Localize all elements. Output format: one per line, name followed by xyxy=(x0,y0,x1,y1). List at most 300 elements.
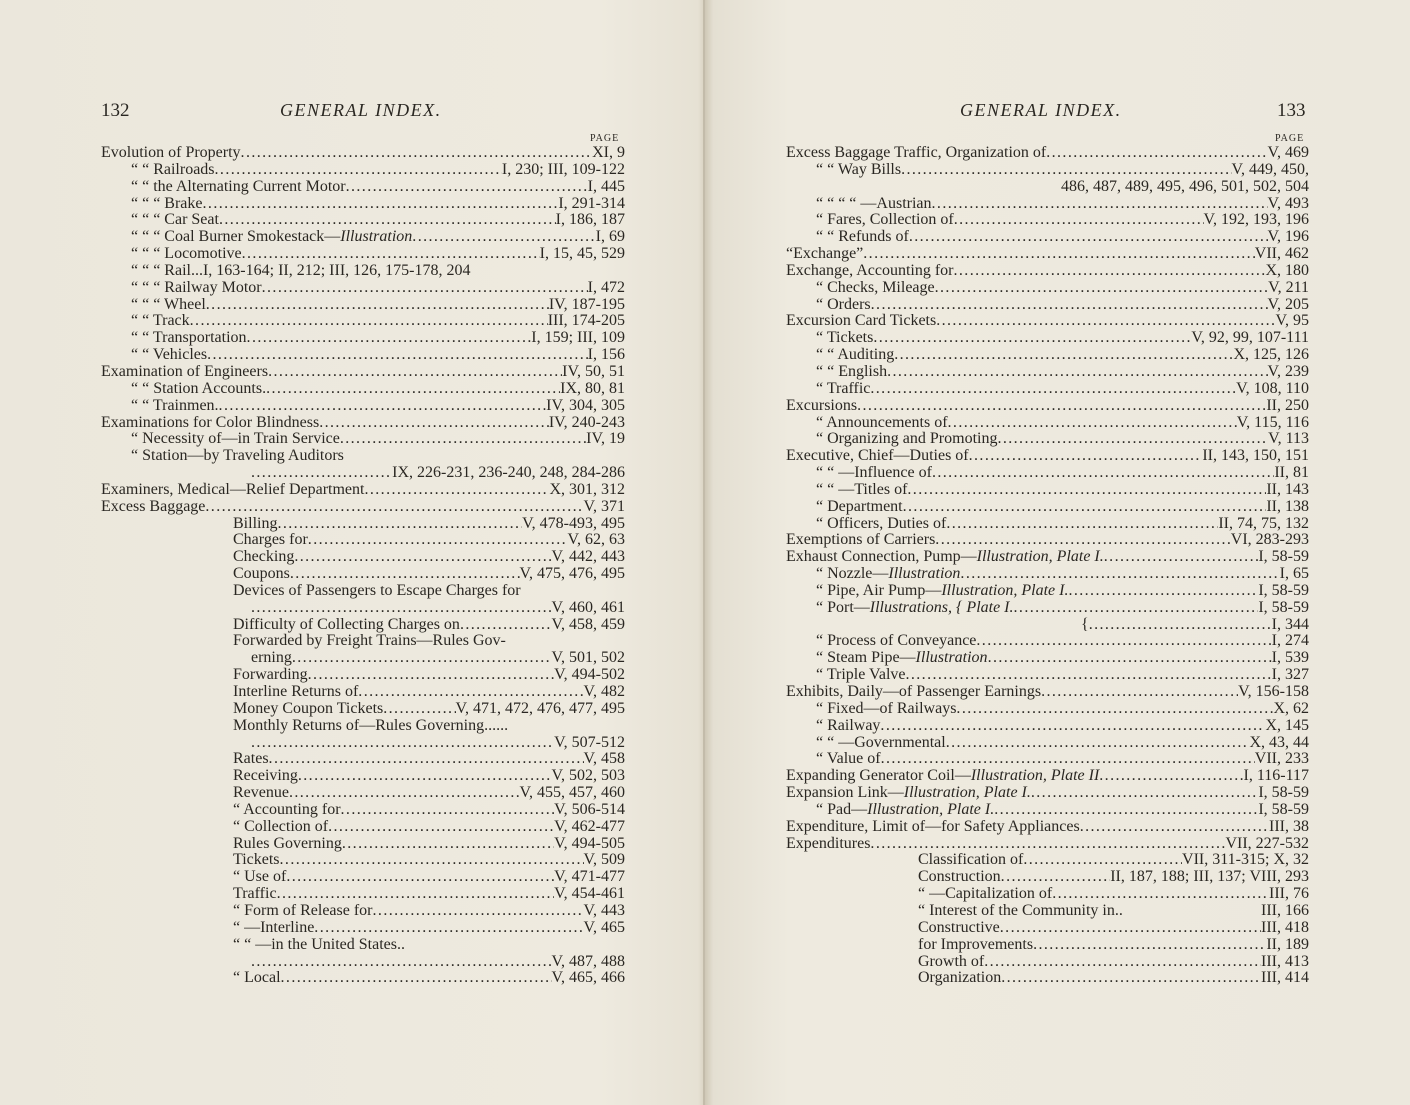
page-reference: I, 58-59 xyxy=(1258,784,1309,802)
page-reference: V, 462-477 xyxy=(554,817,625,835)
page-number: 133 xyxy=(1277,100,1306,121)
entry-term: Excursions xyxy=(786,396,858,414)
index-entry xyxy=(101,735,625,752)
entry-term: “ “ the Alternating Current Motor xyxy=(131,177,346,195)
dot-leader xyxy=(251,465,392,482)
page-reference: V, 493 xyxy=(1267,194,1309,212)
entry-term: Exchange, Accounting for xyxy=(786,261,954,279)
entry-term: “ Orders xyxy=(816,295,871,313)
index-entry xyxy=(786,735,1309,752)
entry-term: Coupons xyxy=(233,565,290,583)
entry-term: Expenditures xyxy=(786,834,871,852)
entry-illustration-note: Illustration xyxy=(888,565,961,583)
entry-term: Examination of Engineers xyxy=(101,362,269,380)
dot-leader xyxy=(242,246,540,263)
index-entry xyxy=(101,162,625,179)
dot-leader xyxy=(346,179,588,196)
index-entry xyxy=(101,684,625,701)
page-reference: I, 58-59 xyxy=(1258,800,1309,818)
page-reference: V, 469 xyxy=(1267,144,1309,161)
index-entry xyxy=(101,869,625,886)
index-entry xyxy=(786,802,1309,819)
page-reference: I, 58-59 xyxy=(1258,598,1309,616)
entry-term: “ Checks, Mileage xyxy=(816,278,935,296)
index-entry xyxy=(786,684,1309,701)
page-reference: X, 43, 44 xyxy=(1249,733,1309,751)
index-entry xyxy=(101,617,625,634)
entry-term: “ “ Vehicles xyxy=(131,346,208,364)
dot-leader xyxy=(268,364,562,381)
dot-leader xyxy=(903,499,1267,516)
page-reference: I, 274 xyxy=(1271,632,1309,650)
dot-leader xyxy=(412,229,595,246)
dot-leader xyxy=(1080,819,1269,836)
index-entry xyxy=(786,482,1309,499)
index-entry xyxy=(101,954,625,971)
page-reference: I, 344 xyxy=(1271,615,1309,633)
entry-term: Forwarding xyxy=(233,666,308,684)
entry-term: “ Station—by Traveling Auditors xyxy=(131,447,344,465)
index-entry xyxy=(786,583,1309,600)
dot-leader xyxy=(241,145,593,162)
index-entry xyxy=(786,650,1309,667)
index-entry xyxy=(786,448,1309,465)
dot-leader xyxy=(857,398,1266,415)
index-entry xyxy=(786,196,1309,213)
dot-leader xyxy=(969,448,1203,465)
index-entry xyxy=(786,465,1309,482)
index-entry xyxy=(786,768,1309,785)
dot-leader xyxy=(873,330,1191,347)
page-reference: V, 192, 193, 196 xyxy=(1203,211,1309,229)
index-entry xyxy=(101,836,625,853)
entry-term: { xyxy=(1081,615,1089,633)
entry-term: Billing xyxy=(233,514,278,532)
index-entry xyxy=(786,398,1309,415)
dot-leader xyxy=(976,633,1271,650)
entry-term: “ Officers, Duties of xyxy=(816,514,947,532)
entry-term: Examinations for Color Blindness xyxy=(101,413,320,431)
index-entry xyxy=(101,549,625,566)
page-reference: V, 113 xyxy=(1268,430,1309,448)
page-reference: III, 174-205 xyxy=(547,312,625,330)
page-reference: V, 449, 450, xyxy=(1231,160,1309,178)
dot-leader xyxy=(1014,600,1259,617)
page-reference: IV, 304, 305 xyxy=(546,396,625,414)
dot-leader xyxy=(262,280,588,297)
entry-illustration-note: Illustration xyxy=(915,649,988,667)
dot-leader xyxy=(1104,549,1259,566)
page-reference: V, 501, 502 xyxy=(551,649,625,667)
page-reference: V, 506-514 xyxy=(554,800,625,818)
entry-term: “ —Capitalization of xyxy=(918,885,1053,903)
entry-term: Charges for xyxy=(233,531,308,549)
entry-term: “ Pipe, Air Pump— xyxy=(816,581,942,599)
dot-leader xyxy=(932,465,1274,482)
entry-term: Expenditure, Limit of—for Safety Appliances xyxy=(786,817,1080,835)
dot-leader xyxy=(207,347,588,364)
page-reference: X, 125, 126 xyxy=(1233,346,1309,364)
page-column-header: PAGE xyxy=(590,133,620,144)
entry-illustration-note: Illustrations, { Plate I. xyxy=(869,598,1014,616)
page-reference: VII, 233 xyxy=(1254,750,1309,768)
index-entry xyxy=(101,701,625,718)
entry-illustration-note: Illustration, Plate I. xyxy=(941,581,1069,599)
page-reference: V, 478-493, 495 xyxy=(522,514,625,532)
page-reference: V, 442, 443 xyxy=(551,548,625,566)
entry-term: “ Fixed—of Railways xyxy=(816,699,957,717)
entry-term: “ “ Trainmen. xyxy=(131,396,219,414)
page-reference: III, 418 xyxy=(1261,918,1309,936)
index-entry xyxy=(786,869,1309,886)
page-reference: V, 482 xyxy=(583,683,625,700)
entry-illustration-note: Illustration, Plate I. xyxy=(976,548,1104,566)
index-entry xyxy=(101,633,625,650)
dot-leader xyxy=(308,667,555,684)
entry-term: “ “ Railroads xyxy=(131,160,215,178)
dot-leader xyxy=(219,398,547,415)
entry-term: “ Port— xyxy=(816,598,870,616)
index-entry xyxy=(786,415,1309,432)
page-reference: I, 156 xyxy=(587,346,625,364)
dot-leader xyxy=(251,735,554,752)
entry-term: “ Traffic xyxy=(816,379,871,397)
page-reference: VI, 283-293 xyxy=(1230,531,1309,549)
entry-term: for Improvements xyxy=(918,935,1034,953)
dot-leader xyxy=(373,903,584,920)
index-entry xyxy=(101,903,625,920)
dot-leader xyxy=(508,718,625,735)
index-entry xyxy=(786,162,1309,179)
dot-leader xyxy=(956,701,1273,718)
dot-leader xyxy=(308,532,568,549)
index-entry xyxy=(101,970,625,987)
entry-term: “ Form of Release for xyxy=(233,901,373,919)
page-reference: V, 494-505 xyxy=(554,834,625,852)
entry-term: “ “ “ Locomotive xyxy=(131,245,242,263)
index-entry xyxy=(101,145,625,162)
page-reference: V, 156-158 xyxy=(1238,683,1309,700)
index-entry xyxy=(101,785,625,802)
dot-leader xyxy=(936,313,1275,330)
dot-leader xyxy=(328,819,554,836)
dot-leader xyxy=(269,751,584,768)
index-entries xyxy=(101,145,625,987)
page-reference: I, 539 xyxy=(1271,649,1309,667)
entry-term: Rates xyxy=(233,750,269,768)
index-entry xyxy=(101,448,625,465)
dot-leader xyxy=(1000,920,1261,937)
dot-leader xyxy=(997,431,1268,448)
dot-leader xyxy=(1068,583,1258,600)
page-reference: X, 145 xyxy=(1265,716,1309,734)
index-entry xyxy=(101,347,625,364)
index-entry xyxy=(101,819,625,836)
page-reference: I, 69 xyxy=(595,228,625,246)
index-entry xyxy=(101,532,625,549)
dot-leader xyxy=(960,566,1279,583)
dot-leader xyxy=(935,532,1230,549)
page-reference: V, 95 xyxy=(1275,312,1309,330)
index-entry xyxy=(786,785,1309,802)
dot-leader xyxy=(1052,886,1269,903)
index-entry xyxy=(101,920,625,937)
page-reference: I, 58-59 xyxy=(1258,581,1309,599)
page-reference: V, 92, 99, 107-111 xyxy=(1191,329,1309,347)
index-entry xyxy=(101,886,625,903)
page-reference: V, 443 xyxy=(583,901,625,919)
index-entry xyxy=(101,280,625,297)
entry-term: Excess Baggage xyxy=(101,497,206,515)
page-reference: V, 465, 466 xyxy=(551,969,625,987)
entry-term: Rules Governing xyxy=(233,834,342,852)
index-entry xyxy=(786,633,1309,650)
index-entry xyxy=(786,246,1309,263)
dot-leader xyxy=(988,650,1272,667)
dot-leader xyxy=(460,617,552,634)
entry-term: “ Interest of the Community in.. xyxy=(918,901,1123,919)
dot-leader xyxy=(871,297,1268,314)
index-entry xyxy=(786,718,1309,735)
dot-leader xyxy=(219,212,556,229)
entry-term: Excess Baggage Traffic, Organization of xyxy=(786,144,1047,161)
index-entry xyxy=(101,196,625,213)
index-entry xyxy=(786,886,1309,903)
entry-term: Traffic xyxy=(233,885,277,903)
entry-term: Money Coupon Tickets xyxy=(233,699,384,717)
page-reference: V, 371 xyxy=(583,497,625,515)
entry-term: “ Steam Pipe— xyxy=(816,649,916,667)
page-column-header: PAGE xyxy=(1275,133,1305,144)
dot-leader xyxy=(909,229,1268,246)
page-reference: V, 487, 488 xyxy=(551,952,625,970)
dot-leader xyxy=(880,718,1265,735)
index-entry xyxy=(101,381,625,398)
dot-leader xyxy=(215,162,502,179)
dot-leader xyxy=(341,802,555,819)
page-reference: V, 196 xyxy=(1267,228,1309,246)
entry-term: “ Necessity of—in Train Service xyxy=(131,430,340,448)
entry-term: “ Nozzle— xyxy=(816,565,889,583)
page-reference: V, 62, 63 xyxy=(567,531,625,549)
page-reference: V, 455, 457, 460 xyxy=(519,784,625,802)
index-entry xyxy=(786,852,1309,869)
index-entry xyxy=(101,431,625,448)
index-entry xyxy=(101,263,625,280)
index-entry xyxy=(786,364,1309,381)
page-reference: V, 494-502 xyxy=(554,666,625,684)
entry-term: “ “ “ Car Seat xyxy=(131,211,219,229)
entry-term: “ Local xyxy=(233,969,281,987)
dot-leader xyxy=(935,280,1268,297)
index-entry xyxy=(786,179,1309,196)
dot-leader xyxy=(1041,684,1238,701)
index-entry xyxy=(786,751,1309,768)
dot-leader xyxy=(206,297,549,314)
index-entry xyxy=(786,381,1309,398)
page-reference: I, 58-59 xyxy=(1258,548,1309,566)
dot-leader xyxy=(319,415,549,432)
dot-leader xyxy=(1001,869,1111,886)
page-reference: V, 502, 503 xyxy=(551,767,625,785)
index-entry xyxy=(101,415,625,432)
index-entry xyxy=(101,364,625,381)
entry-term: Evolution of Property xyxy=(101,144,241,161)
index-entry xyxy=(101,852,625,869)
dot-leader xyxy=(1023,852,1182,869)
entry-term: “ “ “ Railway Motor xyxy=(131,278,262,296)
entry-term: Tickets xyxy=(233,851,280,869)
entry-term: “ “ Auditing xyxy=(816,346,895,364)
page-reference: V, 465 xyxy=(583,918,625,936)
entry-term: Executive, Chief—Duties of xyxy=(786,447,969,465)
dot-leader xyxy=(870,381,1236,398)
entry-term: Examiners, Medical—Relief Department xyxy=(101,480,365,498)
page-reference: IV, 50, 51 xyxy=(562,362,625,380)
page-reference: I, 65 xyxy=(1279,565,1309,583)
index-entry xyxy=(786,532,1309,549)
page-reference: V, 460, 461 xyxy=(551,598,625,616)
dot-leader xyxy=(277,516,522,533)
dot-leader xyxy=(290,566,520,583)
page-reference: I, 186, 187 xyxy=(555,211,625,229)
dot-leader xyxy=(881,751,1255,768)
entry-term: Organization xyxy=(918,969,1002,987)
dot-leader xyxy=(984,954,1261,971)
index-entry xyxy=(786,212,1309,229)
index-entry xyxy=(786,229,1309,246)
dot-leader xyxy=(1001,970,1261,987)
page-reference: III, 76 xyxy=(1269,885,1309,903)
dot-leader xyxy=(1031,785,1258,802)
page-number: 132 xyxy=(101,100,130,121)
page-reference: II, 143 xyxy=(1266,480,1309,498)
index-entry xyxy=(786,920,1309,937)
entry-term: “ —Interline xyxy=(233,918,315,936)
index-entry xyxy=(101,566,625,583)
index-entry xyxy=(786,516,1309,533)
page-reference: II, 143, 150, 151 xyxy=(1202,447,1309,465)
page-reference: XI, 9 xyxy=(592,144,625,161)
entry-term: “ “ Refunds of xyxy=(816,228,909,246)
index-entry xyxy=(786,566,1309,583)
entry-term: Difficulty of Collecting Charges on xyxy=(233,615,460,633)
entry-term: Interline Returns of xyxy=(233,683,359,700)
dot-leader xyxy=(298,768,552,785)
dot-leader xyxy=(887,364,1267,381)
entry-term: Receiving xyxy=(233,767,298,785)
dot-leader xyxy=(901,162,1231,179)
dot-leader xyxy=(405,937,625,954)
dot-leader xyxy=(383,701,455,718)
page-reference: 486, 487, 489, 495, 496, 501, 502, 504 xyxy=(1061,177,1309,195)
index-entry xyxy=(786,313,1309,330)
index-entry xyxy=(786,903,1309,920)
index-entries xyxy=(786,145,1309,987)
entry-term: Exemptions of Carriers xyxy=(786,531,936,549)
entry-term: “ Department xyxy=(816,497,903,515)
entry-term: Growth of xyxy=(918,952,985,970)
dot-leader xyxy=(294,549,551,566)
entry-term: “ “ —Governmental xyxy=(816,733,946,751)
dot-leader xyxy=(266,381,560,398)
page-reference: V, 509 xyxy=(583,851,625,869)
dot-leader xyxy=(948,415,1237,432)
running-title: GENERAL INDEX. xyxy=(280,100,442,120)
page-reference: II, 74, 75, 132 xyxy=(1218,514,1309,532)
entry-term: Classification of xyxy=(918,851,1024,869)
page-reference: II, 189 xyxy=(1266,935,1309,953)
page-reference: III, 166 xyxy=(1261,901,1309,919)
index-entry xyxy=(101,650,625,667)
entry-term: “ Collection of xyxy=(233,817,329,835)
index-entry xyxy=(101,600,625,617)
index-entry xyxy=(101,802,625,819)
page-reference: X, 62 xyxy=(1273,699,1309,717)
page-reference: IX, 80, 81 xyxy=(560,379,625,397)
index-entry xyxy=(101,751,625,768)
dot-leader xyxy=(280,852,584,869)
page-reference: V, 454-461 xyxy=(554,885,625,903)
dot-leader xyxy=(894,347,1233,364)
page-reference: III, 414 xyxy=(1261,969,1309,987)
index-entry xyxy=(786,145,1309,162)
index-entry xyxy=(786,297,1309,314)
dot-leader xyxy=(314,920,583,937)
entry-term: Revenue xyxy=(233,784,289,802)
page-reference: V, 108, 110 xyxy=(1236,379,1309,397)
dot-leader xyxy=(1089,617,1272,634)
dot-leader xyxy=(205,499,583,516)
index-entry xyxy=(101,297,625,314)
entry-term: “ Fares, Collection of xyxy=(816,211,954,229)
page-reference: I, 230; III, 109-122 xyxy=(501,160,625,178)
dot-leader xyxy=(364,482,549,499)
entry-term: Expanding Generator Coil— xyxy=(786,767,971,785)
index-entry xyxy=(101,229,625,246)
dot-leader xyxy=(470,263,625,280)
dot-leader xyxy=(870,836,1225,853)
dot-leader xyxy=(342,836,554,853)
entry-illustration-note: Illustration xyxy=(340,228,413,246)
entry-term: “ “ “ Rail...I, 163-164; II, 212; III, 126, 175-178, 204 xyxy=(131,261,471,279)
entry-term: “ “ Transportation xyxy=(131,329,247,347)
dot-leader xyxy=(251,954,552,971)
index-entry xyxy=(101,212,625,229)
page-reference: I, 291-314 xyxy=(558,194,625,212)
page-reference: VII, 227-532 xyxy=(1225,834,1309,852)
page-reference: V, 239 xyxy=(1267,362,1309,380)
dot-leader xyxy=(907,482,1266,499)
right-page xyxy=(705,0,1410,1105)
index-entry xyxy=(786,954,1309,971)
entry-term: Construction xyxy=(918,868,1001,886)
entry-term: “ “ “ “ —Austrian xyxy=(816,194,932,212)
dot-leader xyxy=(932,196,1268,213)
page-reference: IX, 226-231, 236-240, 248, 284-286 xyxy=(392,464,625,482)
index-entry xyxy=(786,937,1309,954)
entry-term: “ “ “ Brake xyxy=(131,194,203,212)
dot-leader xyxy=(251,600,552,617)
page-reference: V, 471, 472, 476, 477, 495 xyxy=(455,699,625,717)
entry-term: erning xyxy=(251,649,292,667)
entry-term: “ Process of Conveyance xyxy=(816,632,977,650)
page-reference: V, 115, 116 xyxy=(1236,413,1309,431)
index-entry xyxy=(786,549,1309,566)
entry-term: “ “ —Titles of xyxy=(816,480,908,498)
index-entry xyxy=(101,768,625,785)
running-title: GENERAL INDEX. xyxy=(960,100,1122,120)
